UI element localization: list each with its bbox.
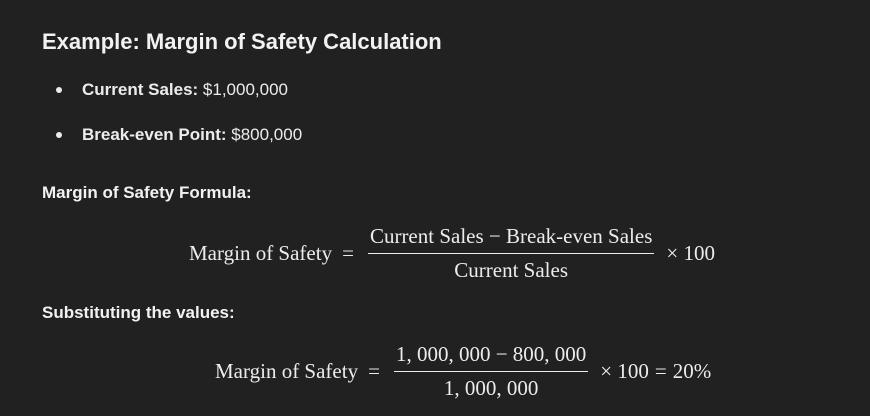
formula-fraction [368,224,654,283]
substitution-multiplier: × 100 [600,359,649,383]
substitution-numerator: 1, 000, 000 − 800, 000 [395,342,587,366]
equals-sign: = [342,241,354,265]
result-equals-sign: = [654,359,667,383]
bullet-label: Current Sales: [82,80,199,99]
formula-denominator: Current Sales [454,258,569,282]
substitution-fraction [394,342,588,401]
formula-numerator: Current Sales − Break-even Sales [369,224,653,248]
bullet-icon [56,132,62,138]
substitution-equation [215,342,711,401]
bullet-label: Break-even Point: [82,125,227,144]
list-item-break-even-point [56,125,302,145]
substitution-heading: Substituting the values: [42,303,235,322]
formula-multiplier: × 100 [666,241,715,265]
substitution-lhs: Margin of Safety [215,359,359,383]
page-title: Example: Margin of Safety Calculation [42,29,442,54]
substitution-denominator: 1, 000, 000 [443,376,539,400]
substitution-result: 20% [672,359,712,383]
bullet-icon [56,87,62,93]
formula-lhs: Margin of Safety [189,241,333,265]
bullet-value: $1,000,000 [198,80,289,99]
list-item-current-sales [56,80,288,100]
formula-heading: Margin of Safety Formula: [42,183,252,202]
equals-sign: = [368,359,380,383]
formula-equation [189,224,715,283]
bullet-value: $800,000 [226,125,303,144]
